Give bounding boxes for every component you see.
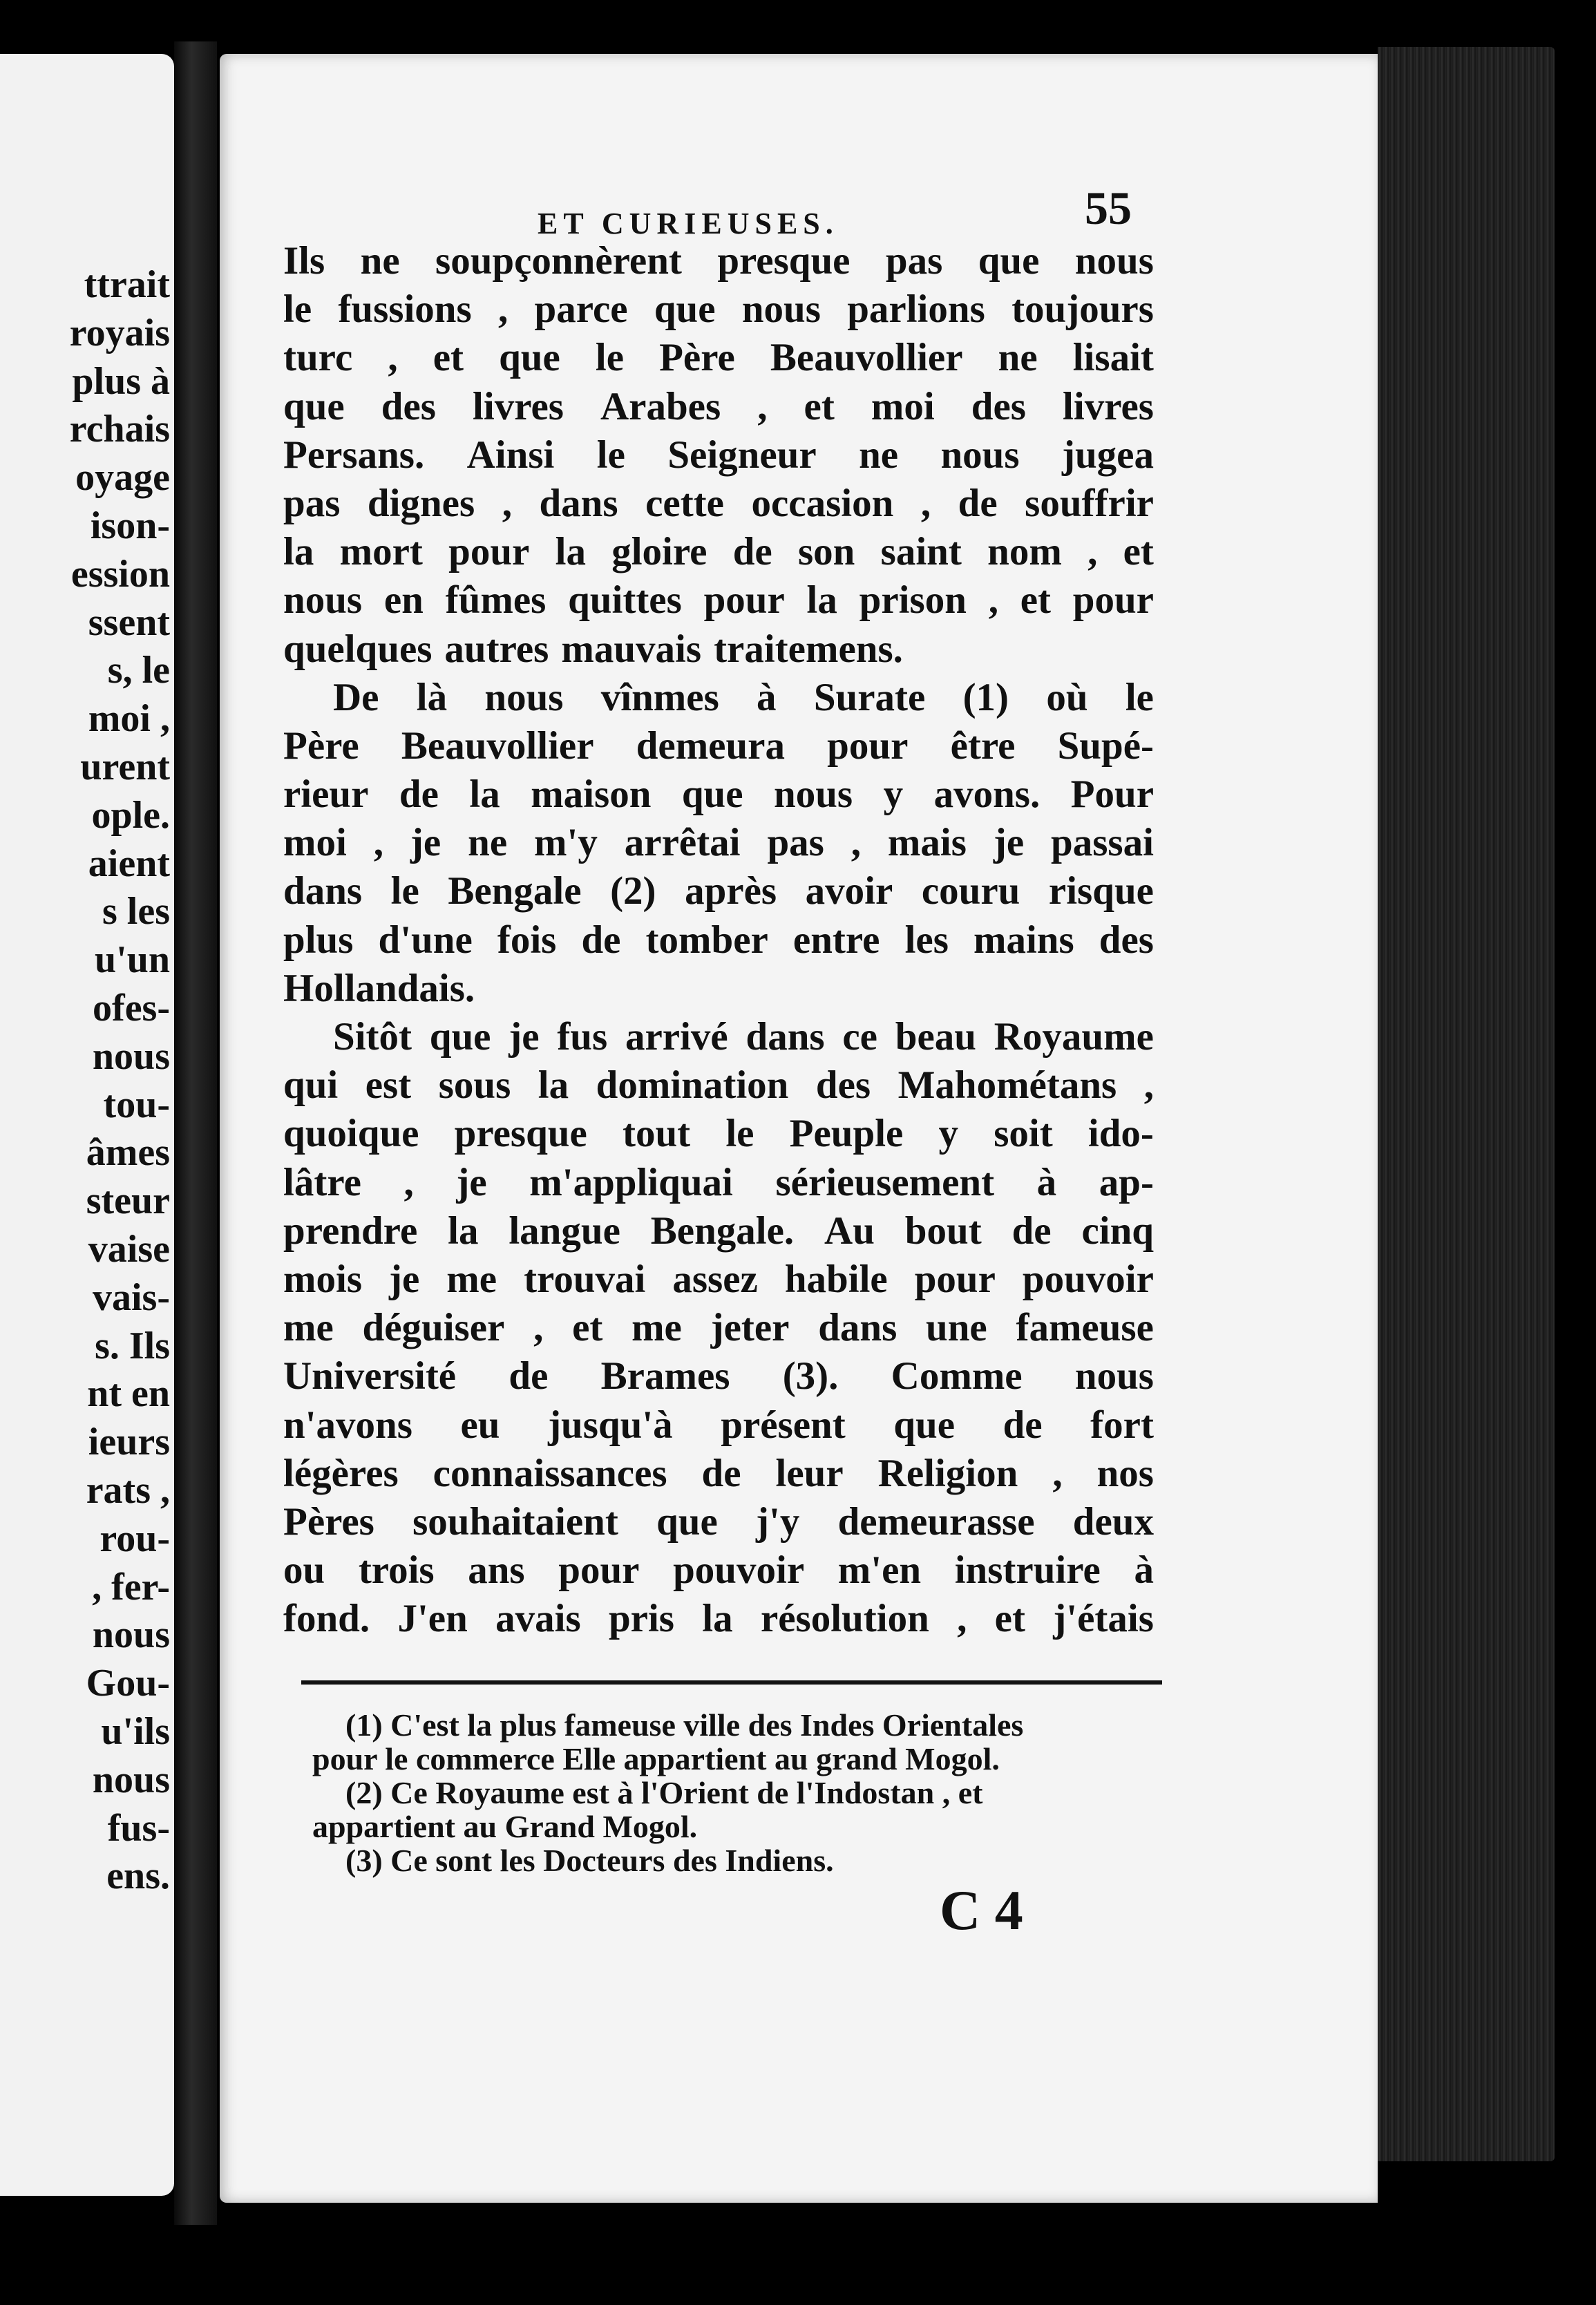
running-head: ET CURIEUSES.: [538, 207, 839, 240]
signature-mark: C 4: [940, 1879, 1023, 1942]
text-line: Ils ne soupçonnèrent presque pas que nous: [283, 239, 1154, 283]
footnote-rule: [301, 1680, 1162, 1685]
text-line: Université de Brames (3). Comme nous: [283, 1354, 1154, 1398]
text-line: nous en fûmes quittes pour la prison , et pour: [283, 578, 1154, 623]
text-line: dans le Bengale (2) après avoir couru risque: [283, 869, 1154, 913]
text-line: quelques autres mauvais traitemens.: [283, 627, 903, 671]
left-page-line: s. Ils: [95, 1324, 170, 1367]
footnote-line: pour le commerce Elle appartient au grand Mogol.: [312, 1741, 1000, 1776]
footnote-line: (1) C'est la plus fameuse ville des Indes Orientales: [345, 1707, 1024, 1743]
left-page-line: plus à: [72, 359, 170, 403]
left-page-line: rchais: [69, 408, 170, 451]
text-line: moi , je ne m'y arrêtai pas , mais je passai: [283, 821, 1154, 865]
footnote-line: appartient au Grand Mogol.: [312, 1809, 698, 1844]
left-page-line: steur: [86, 1179, 170, 1223]
text-line: rieur de la maison que nous y avons. Pour: [283, 772, 1154, 817]
left-page-line: , fer-: [92, 1565, 170, 1609]
text-line: Sitôt que je fus arrivé dans ce beau Royaume: [333, 1015, 1154, 1059]
footnotes: [312, 1708, 1169, 1877]
text-line: turc , et que le Père Beauvollier ne lisait: [283, 336, 1154, 380]
text-line: Père Beauvollier demeura pour être Supé-: [283, 723, 1154, 768]
text-line: lâtre , je m'appliquai sérieusement à ap-: [283, 1160, 1154, 1204]
left-page-line: ens.: [106, 1855, 170, 1898]
footnote-line: (2) Ce Royaume est à l'Orient de l'Indostan , et: [345, 1775, 983, 1810]
left-page-line: aient: [88, 842, 170, 885]
left-page-line: s les: [102, 890, 170, 933]
text-line: que des livres Arabes , et moi des livres: [283, 384, 1154, 428]
text-line: mois je me trouvai assez habile pour pouvoir: [283, 1257, 1154, 1301]
left-page-text: [0, 261, 174, 1901]
left-page-line: tou-: [103, 1083, 170, 1126]
text-line: la mort pour la gloire de son saint nom , et: [283, 530, 1154, 574]
left-page-line: fus-: [107, 1806, 170, 1850]
text-line: prendre la langue Bengale. Au bout de cinq: [283, 1208, 1154, 1253]
left-page-line: nt en: [87, 1372, 170, 1416]
text-line: n'avons eu jusqu'à présent que de fort: [283, 1403, 1154, 1447]
left-page-line: urent: [80, 745, 170, 788]
left-page-line: Gou-: [86, 1662, 170, 1705]
left-page-line: ession: [70, 552, 170, 596]
left-page-line: royais: [69, 311, 170, 354]
footnote-line: (3) Ce sont les Docteurs des Indiens.: [345, 1843, 834, 1878]
page-edges: [1378, 47, 1555, 2161]
body-text: [283, 237, 1154, 1643]
left-page: [0, 54, 174, 2196]
left-page-line: âmes: [86, 1131, 170, 1175]
text-line: Hollandais.: [283, 966, 475, 1010]
left-page-line: vaise: [88, 1227, 170, 1271]
text-line: fond. J'en avais pris la résolution , et j'étais: [283, 1597, 1154, 1641]
page-number: 55: [1085, 182, 1132, 234]
text-line: qui est sous la domination des Mahométans ,: [283, 1063, 1154, 1108]
left-page-line: s, le: [107, 649, 170, 692]
text-line: De là nous vînmes à Surate (1) où le: [333, 675, 1154, 719]
page-header: [323, 181, 1152, 243]
left-page-line: rats ,: [86, 1468, 170, 1512]
left-page-line: ison-: [90, 504, 170, 547]
left-page-line: ieurs: [88, 1421, 170, 1464]
text-line: quoique presque tout le Peuple y soit ido-: [283, 1112, 1154, 1156]
text-line: Pères souhaitaient que j'y demeurasse deux: [283, 1499, 1154, 1544]
left-page-line: nous: [92, 1034, 170, 1078]
left-page-line: u'ils: [101, 1709, 170, 1753]
left-page-line: ttrait: [84, 263, 170, 306]
left-page-line: oyage: [75, 456, 170, 500]
text-line: Persans. Ainsi le Seigneur ne nous jugea: [283, 433, 1154, 477]
left-page-line: ople.: [91, 793, 170, 837]
text-line: pas dignes , dans cette occasion , de souffrir: [283, 481, 1154, 525]
left-page-line: moi ,: [88, 697, 170, 741]
text-line: légères connaissances de leur Religion , nos: [283, 1451, 1154, 1495]
left-page-line: nous: [92, 1613, 170, 1657]
left-page-line: rou-: [99, 1517, 170, 1560]
book-gutter: [174, 41, 217, 2225]
left-page-line: ofes-: [93, 986, 170, 1030]
left-page-line: nous: [92, 1758, 170, 1801]
text-line: me déguiser , et me jeter dans une fameuse: [283, 1306, 1154, 1350]
text-line: ou trois ans pour pouvoir m'en instruire à: [283, 1548, 1154, 1593]
text-line: plus d'une fois de tomber entre les mains des: [283, 918, 1154, 962]
left-page-line: vais-: [93, 1275, 170, 1319]
text-line: le fussions , parce que nous parlions toujours: [283, 287, 1154, 332]
left-page-line: u'un: [95, 938, 170, 982]
left-page-line: ssent: [88, 600, 170, 644]
